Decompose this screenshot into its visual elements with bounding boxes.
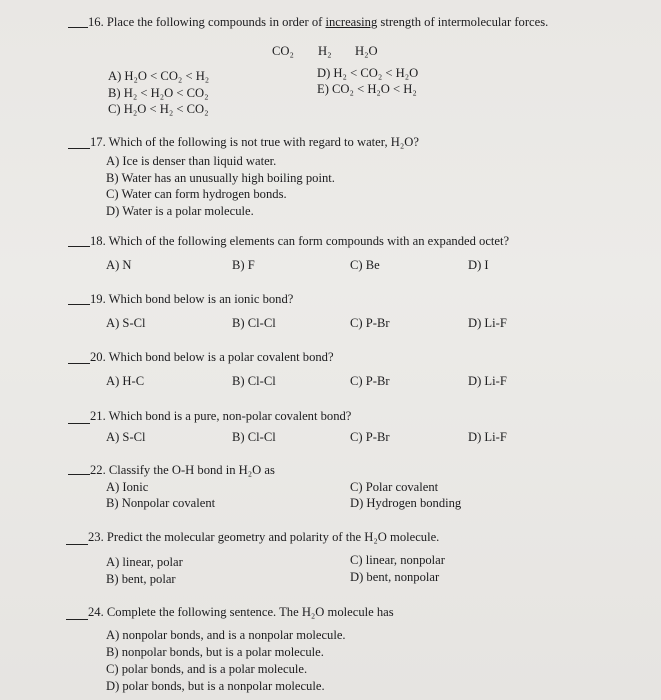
answer-blank-23[interactable]: [66, 544, 88, 545]
choice-16-b: B) H₂ < H₂O < CO₂: [108, 86, 209, 100]
choice-24-b: B) nonpolar bonds, but is a polar molecule.: [106, 645, 324, 659]
choice-18-c: C) Be: [350, 258, 380, 272]
answer-blank-20[interactable]: [68, 363, 90, 364]
question-21-stem: 21. Which bond is a pure, non-polar covalent bond?: [90, 409, 352, 423]
question-24-stem: 24. Complete the following sentence. The H₂O molecule has: [88, 605, 394, 619]
answer-blank-18[interactable]: [68, 246, 90, 247]
choice-17-c: C) Water can form hydrogen bonds.: [106, 187, 287, 201]
question-19-stem: 19. Which bond below is an ionic bond?: [90, 292, 294, 306]
answer-blank-17[interactable]: [68, 148, 90, 149]
choice-23-a: A) linear, polar: [106, 555, 183, 569]
choice-21-b: B) Cl-Cl: [232, 430, 276, 444]
choice-22-d: D) Hydrogen bonding: [350, 496, 462, 510]
choice-17-d: D) Water is a polar molecule.: [106, 204, 254, 218]
question-16-stem: 16. Place the following compounds in order of increasing strength of intermolecular forces.: [88, 15, 549, 29]
choice-19-c: C) P-Br: [350, 316, 390, 330]
choice-17-b: B) Water has an unusually high boiling point.: [106, 171, 335, 185]
choice-20-b: B) Cl-Cl: [232, 374, 276, 388]
compound-h2: H₂: [318, 44, 332, 58]
question-18-stem: 18. Which of the following elements can form compounds with an expanded octet?: [90, 234, 510, 248]
choice-18-a: A) N: [106, 258, 132, 272]
choice-16-e: E) CO₂ < H₂O < H₂: [317, 82, 417, 96]
choice-22-c: C) Polar covalent: [350, 480, 439, 494]
answer-blank-24[interactable]: [66, 619, 88, 620]
choice-16-d: D) H₂ < CO₂ < H₂O: [317, 66, 419, 80]
choice-19-d: D) Li-F: [468, 316, 507, 330]
question-22-stem: 22. Classify the O-H bond in H₂O as: [90, 463, 275, 477]
choice-18-d: D) I: [468, 258, 489, 272]
choice-20-c: C) P-Br: [350, 374, 390, 388]
answer-blank-16[interactable]: [68, 27, 88, 28]
question-23-stem: 23. Predict the molecular geometry and polarity of the H₂O molecule.: [88, 530, 440, 544]
compound-h2o: H₂O: [355, 44, 378, 58]
choice-23-d: D) bent, nonpolar: [350, 570, 440, 584]
choice-21-d: D) Li-F: [468, 430, 507, 444]
choice-20-a: A) H-C: [106, 374, 145, 388]
choice-24-d: D) polar bonds, but is a nonpolar molecule.: [106, 679, 325, 693]
choice-18-b: B) F: [232, 258, 255, 272]
choice-19-a: A) S-Cl: [106, 316, 146, 330]
question-20-stem: 20. Which bond below is a polar covalent bond?: [90, 350, 334, 364]
choice-16-a: A) H₂O < CO₂ < H₂: [108, 69, 210, 83]
choice-24-c: C) polar bonds, and is a polar molecule.: [106, 662, 308, 676]
choice-21-c: C) P-Br: [350, 430, 390, 444]
compound-co2: CO₂: [272, 44, 294, 58]
choice-20-d: D) Li-F: [468, 374, 507, 388]
choice-19-b: B) Cl-Cl: [232, 316, 276, 330]
choice-21-a: A) S-Cl: [106, 430, 146, 444]
choice-17-a: A) Ice is denser than liquid water.: [106, 154, 277, 168]
choice-24-a: A) nonpolar bonds, and is a nonpolar molecule.: [106, 628, 346, 642]
choice-23-c: C) linear, nonpolar: [350, 553, 445, 567]
choice-23-b: B) bent, polar: [106, 572, 176, 586]
answer-blank-19[interactable]: [68, 304, 90, 305]
answer-blank-21[interactable]: [68, 423, 90, 424]
choice-22-a: A) Ionic: [106, 480, 149, 494]
choice-16-c: C) H₂O < H₂ < CO₂: [108, 102, 209, 116]
question-17-stem: 17. Which of the following is not true with regard to water, H₂O?: [90, 135, 419, 149]
choice-22-b: B) Nonpolar covalent: [106, 496, 216, 510]
answer-blank-22[interactable]: [68, 474, 90, 475]
